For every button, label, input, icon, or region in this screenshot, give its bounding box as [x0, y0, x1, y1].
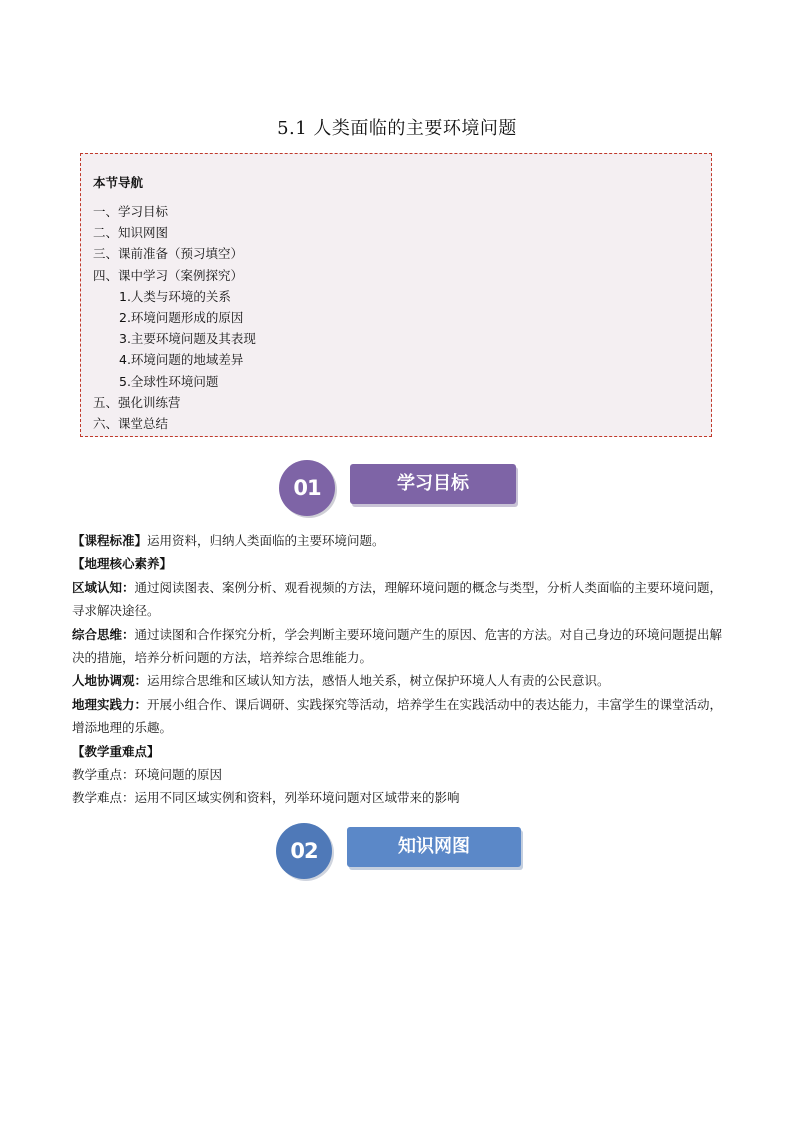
teaching-difficult-point: 教学难点：运用不同区域实例和资料，列举环境问题对区域带来的影响	[72, 790, 460, 806]
nav-subitem-1: 1.人类与环境的关系	[119, 288, 231, 304]
key-difficult-heading	[72, 740, 726, 763]
nav-subitem-4: 4.环境问题的地域差异	[119, 352, 244, 368]
harmony-label: 人地协调观：	[72, 673, 148, 689]
integrated-thinking-paragraph	[72, 623, 726, 670]
nav-subitem-2: 2.环境问题形成的原因	[119, 309, 244, 325]
section-number-01: 01	[293, 476, 321, 500]
curriculum-standard-line	[72, 529, 726, 552]
harmony-text: 运用综合思维和区域认知方法，感悟人地关系，树立保护环境人人有责的公民意识。	[147, 673, 610, 689]
nav-subitem-3: 3.主要环境问题及其表现	[119, 331, 256, 347]
nav-subitem-5: 5.全球性环境问题	[119, 373, 219, 389]
section-header-01	[276, 457, 518, 519]
human-earth-harmony-paragraph	[72, 669, 726, 692]
curriculum-text: 运用资料，归纳人类面临的主要环境问题。	[147, 533, 385, 548]
regional-cognition-paragraph	[72, 576, 726, 623]
thinking-label: 综合思维：	[72, 626, 135, 642]
nav-item-in-class: 四、课中学习（案例探究）	[93, 267, 244, 283]
section-number-02: 02	[290, 839, 318, 863]
section-title-bar-01: 学习目标	[350, 464, 516, 504]
nav-item-preparation: 三、课前准备（预习填空）	[93, 246, 244, 262]
navigation-list	[93, 201, 256, 434]
page-title: 5.1 人类面临的主要环境问题	[277, 118, 517, 139]
key-difficult-label: 【教学重难点】	[72, 743, 160, 759]
section-header-02	[273, 820, 523, 882]
core-literacy-label: 【地理核心素养】	[72, 556, 173, 572]
objectives-content	[72, 529, 726, 810]
curriculum-label: 【课程标准】	[72, 533, 148, 548]
nav-item-summary: 六、课堂总结	[93, 415, 169, 431]
geographic-practice-paragraph	[72, 693, 726, 740]
section-title-bar-02: 知识网图	[347, 827, 521, 867]
regional-text: 通过阅读图表、案例分析、观看视频的方法，理解环境问题的概念与类型，分析人类面临的主要环境问题，寻求解决途径。	[72, 579, 723, 619]
practice-label: 地理实践力：	[72, 696, 148, 712]
navigation-heading: 本节导航	[93, 175, 144, 190]
section-navigation-box	[80, 153, 712, 437]
thinking-text: 通过读图和合作探究分析，学会判断主要环境问题产生的原因、危害的方法。对自己身边的环境问题提出解决的措施，培养分析问题的方法，培养综合思维能力。	[72, 626, 723, 666]
teaching-key-point: 教学重点：环境问题的原因	[72, 767, 223, 783]
nav-item-knowledge-map: 二、知识网图	[93, 225, 169, 241]
nav-item-training: 五、强化训练营	[93, 394, 181, 410]
nav-item-learning-goals: 一、学习目标	[93, 204, 169, 219]
regional-label: 区域认知：	[72, 579, 135, 595]
practice-text: 开展小组合作、课后调研、实践探究等活动，培养学生在实践活动中的表达能力，丰富学生的课堂活动，增添地理的乐趣。	[72, 696, 723, 736]
core-literacy-heading	[72, 552, 726, 575]
